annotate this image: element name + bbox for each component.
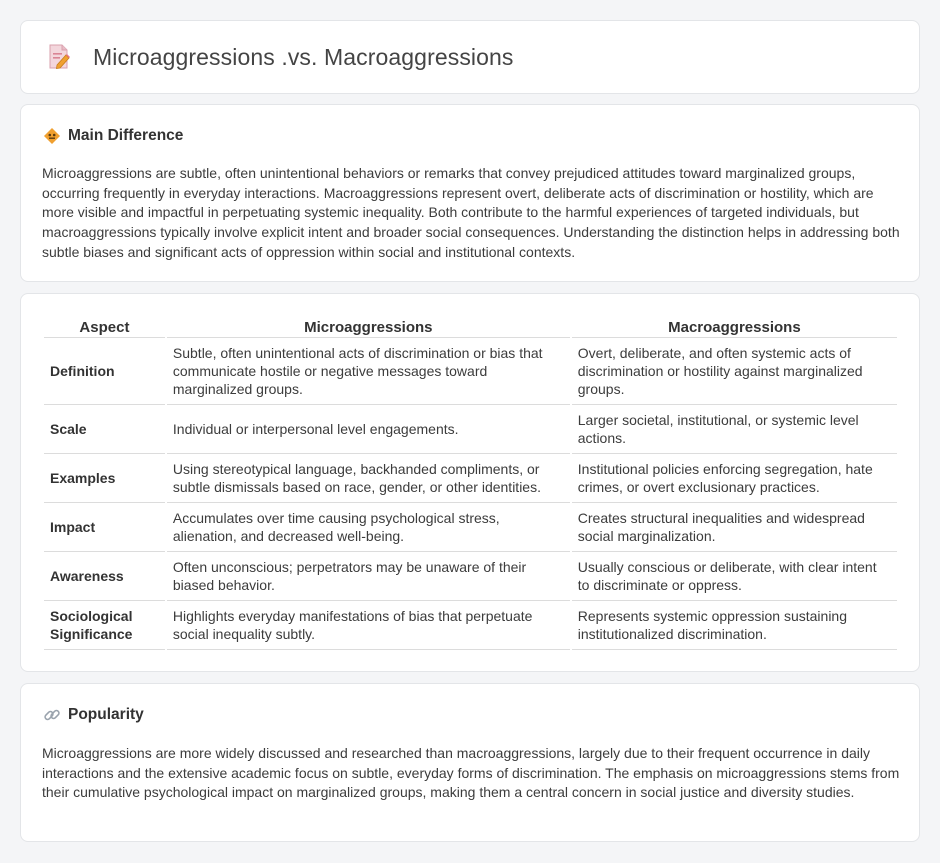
main-difference-card xyxy=(20,104,920,282)
main-difference-heading xyxy=(43,127,183,145)
popularity-card xyxy=(20,683,920,842)
micro-cell: Highlights everyday manifestations of bias that perpetuate social inequality subtly. xyxy=(167,601,570,650)
main-difference-text: Microaggressions are subtle, often unintentional behaviors or remarks that convey prejudiced attitudes toward marginalized groups, occurring frequently in everyday interactions. Macroaggressions represent overt, deliberate acts of discrimination or hostility, which are more visible and impactful in perpetuating systemic inequality. Both contribute to the harmful experiences of targeted individuals, but macroaggressions typically involve explicit intent and broader social consequences. Understanding the distinction helps in addressing both subtle biases and significant acts of oppression within social and institutional contexts. xyxy=(42,165,900,260)
table-row xyxy=(44,601,897,650)
aspect-cell: Scale xyxy=(44,405,165,454)
micro-cell: Often unconscious; perpetrators may be unaware of their biased behavior. xyxy=(167,552,570,601)
column-header: Macroaggressions xyxy=(572,316,897,338)
document-pen-icon xyxy=(47,44,71,70)
popularity-text: Microaggressions are more widely discussed and researched than macroaggressions, largely due to their frequent occurrence in daily interactions and the extensive academic focus on subtle, everyday forms of discrimination. The emphasis on microaggressions stems from their cumulative psychological impact on marginalized groups, making them a central concern in social justice and diversity studies. xyxy=(42,745,900,801)
table-row xyxy=(44,552,897,601)
aspect-cell: Sociological Significance xyxy=(44,601,165,650)
table-row xyxy=(44,503,897,552)
table-row xyxy=(44,454,897,503)
link-icon xyxy=(43,706,61,724)
table-row xyxy=(44,405,897,454)
aspect-cell: Awareness xyxy=(44,552,165,601)
section-title: Main Difference xyxy=(68,127,184,144)
table-header-row xyxy=(44,316,897,338)
aspect-cell: Impact xyxy=(44,503,165,552)
header-card xyxy=(20,20,920,94)
column-header: Microaggressions xyxy=(167,316,570,338)
micro-cell: Individual or interpersonal level engagements. xyxy=(167,405,570,454)
comparison-table xyxy=(42,316,899,650)
column-header: Aspect xyxy=(44,316,165,338)
micro-cell: Subtle, often unintentional acts of discrimination or bias that communicate hostile or negative messages toward marginalized groups. xyxy=(167,338,570,405)
macro-cell: Represents systemic oppression sustaining institutionalized discrimination. xyxy=(572,601,897,650)
section-title: Popularity xyxy=(68,706,144,723)
aspect-cell: Examples xyxy=(44,454,165,503)
page-title: Microaggressions .vs. Macroaggressions xyxy=(93,43,514,70)
aspect-cell: Definition xyxy=(44,338,165,405)
micro-cell: Accumulates over time causing psychological stress, alienation, and decreased well-being. xyxy=(167,503,570,552)
macro-cell: Institutional policies enforcing segregation, hate crimes, or overt exclusionary practices. xyxy=(572,454,897,503)
macro-cell: Creates structural inequalities and widespread social marginalization. xyxy=(572,503,897,552)
macro-cell: Overt, deliberate, and often systemic acts of discrimination or hostility against marginalized groups. xyxy=(572,338,897,405)
popularity-heading xyxy=(43,706,144,724)
table-row xyxy=(44,338,897,405)
diamond-warning-icon xyxy=(43,127,61,145)
macro-cell: Larger societal, institutional, or systemic level actions. xyxy=(572,405,897,454)
macro-cell: Usually conscious or deliberate, with clear intent to discriminate or oppress. xyxy=(572,552,897,601)
comparison-table-card xyxy=(20,293,920,672)
micro-cell: Using stereotypical language, backhanded compliments, or subtle dismissals based on race, gender, or other identities. xyxy=(167,454,570,503)
